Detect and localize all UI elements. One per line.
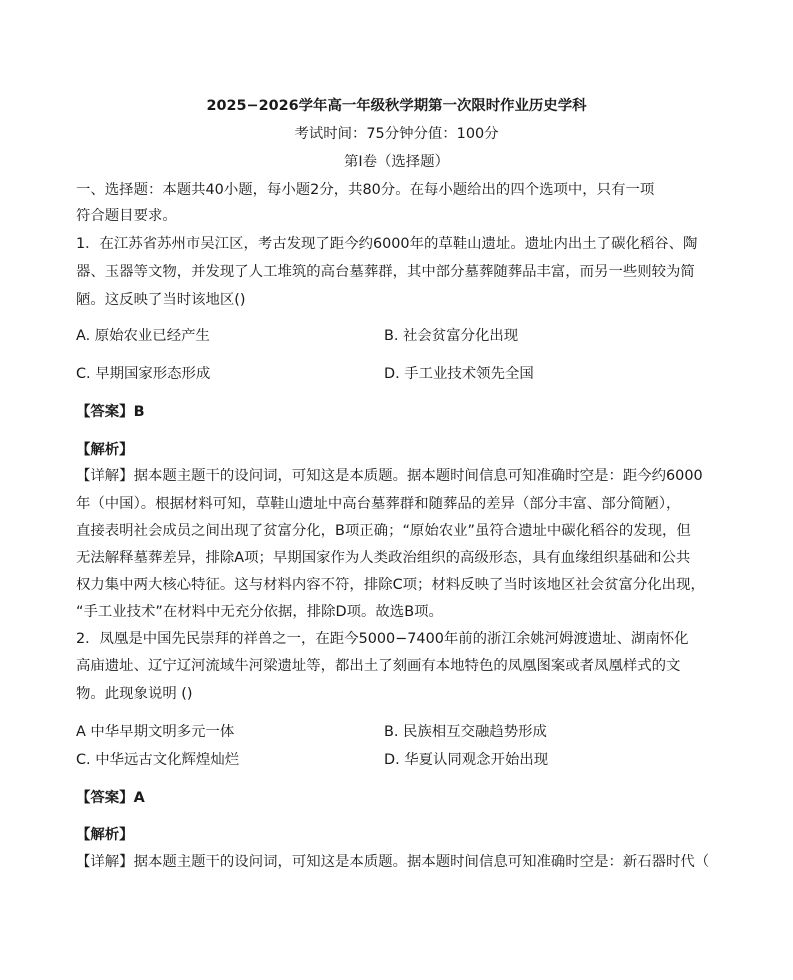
q1-detail-line2: 年（中国）。根据材料可知，草鞋山遗址中高台墓葬群和随葬品的差异（部分丰富、部分简陋）， <box>76 496 681 512</box>
volume-label: 第I卷（选择题） <box>344 154 449 170</box>
q2-detail-line1: 【详解】据本题主题干的设问词，可知这是本质题。据本题时间信息可知准确时空是：新石器时代（ <box>76 854 710 870</box>
q2-option-d: D. 华夏认同观念开始出现 <box>384 752 549 768</box>
q1-detail-line3: 直接表明社会成员之间出现了贫富分化，B项正确；“原始农业”虽符合遗址中碳化稻谷的发现，但 <box>76 523 691 539</box>
q2-option-b: B. 民族相互交融趋势形成 <box>384 724 547 740</box>
q1-answer: 【答案】B <box>76 404 145 420</box>
q2-option-a: A 中华早期文明多元一体 <box>76 724 235 740</box>
q1-detail-line5: 权力集中两大核心特征。这与材料内容不符，排除C项；材料反映了当时该地区社会贫富分化出现， <box>76 577 705 593</box>
q2-option-c: C. 中华远古文化辉煌灿烂 <box>76 752 240 768</box>
q1-stem-line2: 器、玉器等文物，并发现了人工堆筑的高台墓葬群，其中部分墓葬随葬品丰富，而另一些则较为简 <box>76 264 695 280</box>
q2-analysis-label: 【解析】 <box>76 827 134 843</box>
q1-detail-line6: “手工业技术”在材料中无充分依据，排除D项。故选B项。 <box>76 604 443 620</box>
q1-stem-line3: 陋。这反映了当时该地区() <box>76 292 246 308</box>
q1-analysis-label: 【解析】 <box>76 442 134 458</box>
q1-detail-line4: 无法解释墓葬差异，排除A项；早期国家作为人类政治组织的高级形态，具有血缘组织基础和公共 <box>76 550 691 566</box>
exam-info: 考试时间：75分钟分值：100分 <box>294 126 499 142</box>
q2-stem-line2: 高庙遗址、辽宁辽河流域牛河梁遗址等，都出土了刻画有本地特色的凤凰图案或者凤凰样式的文 <box>76 658 681 674</box>
q2-stem-line1: 2．凤凰是中国先民崇拜的祥兽之一，在距今5000−7400年前的浙江余姚河姆渡遗址、湖南怀化 <box>76 631 689 647</box>
q2-answer: 【答案】A <box>76 790 145 806</box>
q1-stem-line1: 1．在江苏省苏州市吴江区，考古发现了距今约6000年的草鞋山遗址。遗址内出土了碳化稻谷、陶 <box>76 236 698 252</box>
q1-detail-line1: 【详解】据本题主题干的设问词，可知这是本质题。据本题时间信息可知准确时空是：距今约6000 <box>76 468 703 484</box>
section-instructions-line2: 符合题目要求。 <box>76 208 177 224</box>
q1-option-c: C. 早期国家形态形成 <box>76 366 211 382</box>
q1-option-b: B. 社会贫富分化出现 <box>384 328 519 344</box>
q1-option-a: A. 原始农业已经产生 <box>76 328 210 344</box>
q1-option-d: D. 手工业技术领先全国 <box>384 366 534 382</box>
document-title: 2025−2026学年高一年级秋学期第一次限时作业历史学科 <box>206 98 587 114</box>
section-instructions-line1: 一、选择题：本题共40小题，每小题2分，共80分。在每小题给出的四个选项中，只有一项 <box>76 182 655 198</box>
q2-stem-line3: 物。此现象说明 () <box>76 686 193 702</box>
